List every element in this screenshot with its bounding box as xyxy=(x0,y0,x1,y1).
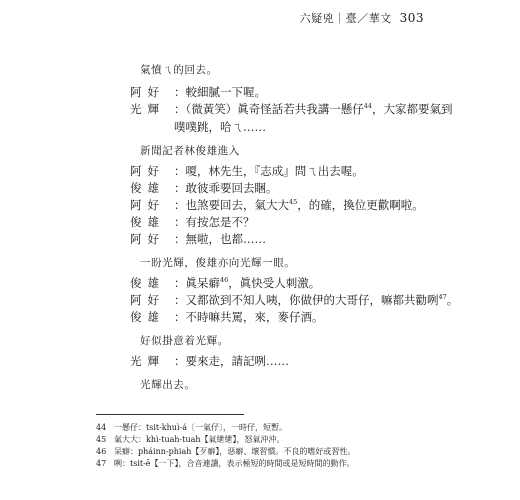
speaker-name: 阿好 xyxy=(130,232,165,246)
footnote-number: 45 xyxy=(96,435,107,444)
footnote-number: 44 xyxy=(96,423,107,432)
dialogue-text: ，的確，換位更歡啊啦。 xyxy=(297,198,424,212)
speaker-name: 阿好 xyxy=(130,85,165,99)
running-header xyxy=(300,10,424,26)
speaker-name: 光輝 xyxy=(130,354,165,368)
dialogue-text: 。 xyxy=(446,293,459,307)
running-header-title: 六疑兇｜臺／華文 xyxy=(299,12,392,25)
dialogue-line xyxy=(130,84,266,100)
speaker-name: 俊雄 xyxy=(130,215,165,229)
footnote-text: 一懸仔：tsit-khuì-á〔一氣仔〕，一時仔，短暫。 xyxy=(114,423,287,432)
dialogue-text: ：不時嘛共罵，來，麥仔酒。 xyxy=(174,310,324,324)
dialogue-text: ，眞快受人刺激。 xyxy=(228,276,321,290)
dialogue-text: ：無啦，也都…… xyxy=(174,232,266,246)
dialogue-text: ：眞呆癖 xyxy=(174,276,220,290)
stage-direction: 一盼光輝，俊雄亦向光輝一眼。 xyxy=(140,257,296,269)
dialogue-line xyxy=(130,214,255,230)
footnote-number: 46 xyxy=(96,447,107,456)
dialogue-text: ：嗄，林先生，『志成』問ㄟ出去喔。 xyxy=(174,164,364,178)
page-number: 303 xyxy=(399,11,424,25)
speaker-name: 阿好 xyxy=(130,293,165,307)
dialogue-text: ：要來走，請記咧…… xyxy=(174,354,289,368)
dialogue-line xyxy=(130,353,289,369)
footnote xyxy=(96,422,287,433)
stage-direction: 新聞記者林俊雄進入 xyxy=(140,145,240,157)
footnote-number: 47 xyxy=(96,459,107,468)
footnote xyxy=(96,458,355,469)
dialogue-text: ：有按怎是不？ xyxy=(174,215,255,229)
dialogue-line xyxy=(130,275,320,291)
dialogue-text: ：又都欲到不知人咦，你做伊的大哥仔，嘛都共勸咧 xyxy=(174,293,439,307)
speaker-name: 俊雄 xyxy=(130,181,165,195)
speaker-name: 俊雄 xyxy=(130,276,165,290)
speaker-name: 阿好 xyxy=(130,198,165,212)
dialogue-line xyxy=(130,292,458,308)
speaker-name: 俊雄 xyxy=(130,310,165,324)
dialogue-text: ：（微黃笑）眞奇怪話若共我講一懸仔 xyxy=(174,102,364,116)
footnote-divider xyxy=(96,414,244,415)
speaker-name: 光輝 xyxy=(130,102,165,116)
stage-direction: 光輝出去。 xyxy=(140,379,196,391)
dialogue-line xyxy=(130,180,278,196)
footnote-text: 氣大大：khì-tuah-tuah【氣紲紲】，怒氣沖沖。 xyxy=(114,435,285,444)
dialogue-continuation: 噗噗跳，哈ㄟ…… xyxy=(174,120,266,134)
dialogue-line xyxy=(130,231,266,247)
dialogue-text: ，大家都要氣到 xyxy=(372,102,453,116)
dialogue-line xyxy=(130,101,453,117)
dialogue-text: ：較細膩一下喔。 xyxy=(174,85,266,99)
dialogue-line xyxy=(130,197,424,213)
footnote-marker: 47 xyxy=(438,293,447,302)
footnote-marker: 44 xyxy=(363,102,373,111)
dialogue-line xyxy=(130,163,364,179)
dialogue-text: ：也煞要回去，氣大大 xyxy=(174,198,289,212)
stage-direction: 好似掛意着光輝。 xyxy=(140,335,229,347)
footnote xyxy=(96,446,355,457)
speaker-name: 阿好 xyxy=(130,164,165,178)
stage-direction: 氣憤ㄟ的回去。 xyxy=(140,64,218,76)
dialogue-text: ：敢彼乖要回去睏。 xyxy=(174,181,278,195)
footnote-marker: 45 xyxy=(289,198,298,207)
footnote xyxy=(96,434,285,445)
footnote-marker: 46 xyxy=(220,276,229,285)
footnote-text: 呆癖：pháinn-phiah【歹癖】，惡癖、壞習慣。不良的嗜好或習性。 xyxy=(114,447,356,456)
dialogue-line xyxy=(130,309,324,325)
footnote-text: 咧：tsit-ē【一下】，合音連讀，表示極短的時間或是短時間的動作。 xyxy=(114,459,355,468)
